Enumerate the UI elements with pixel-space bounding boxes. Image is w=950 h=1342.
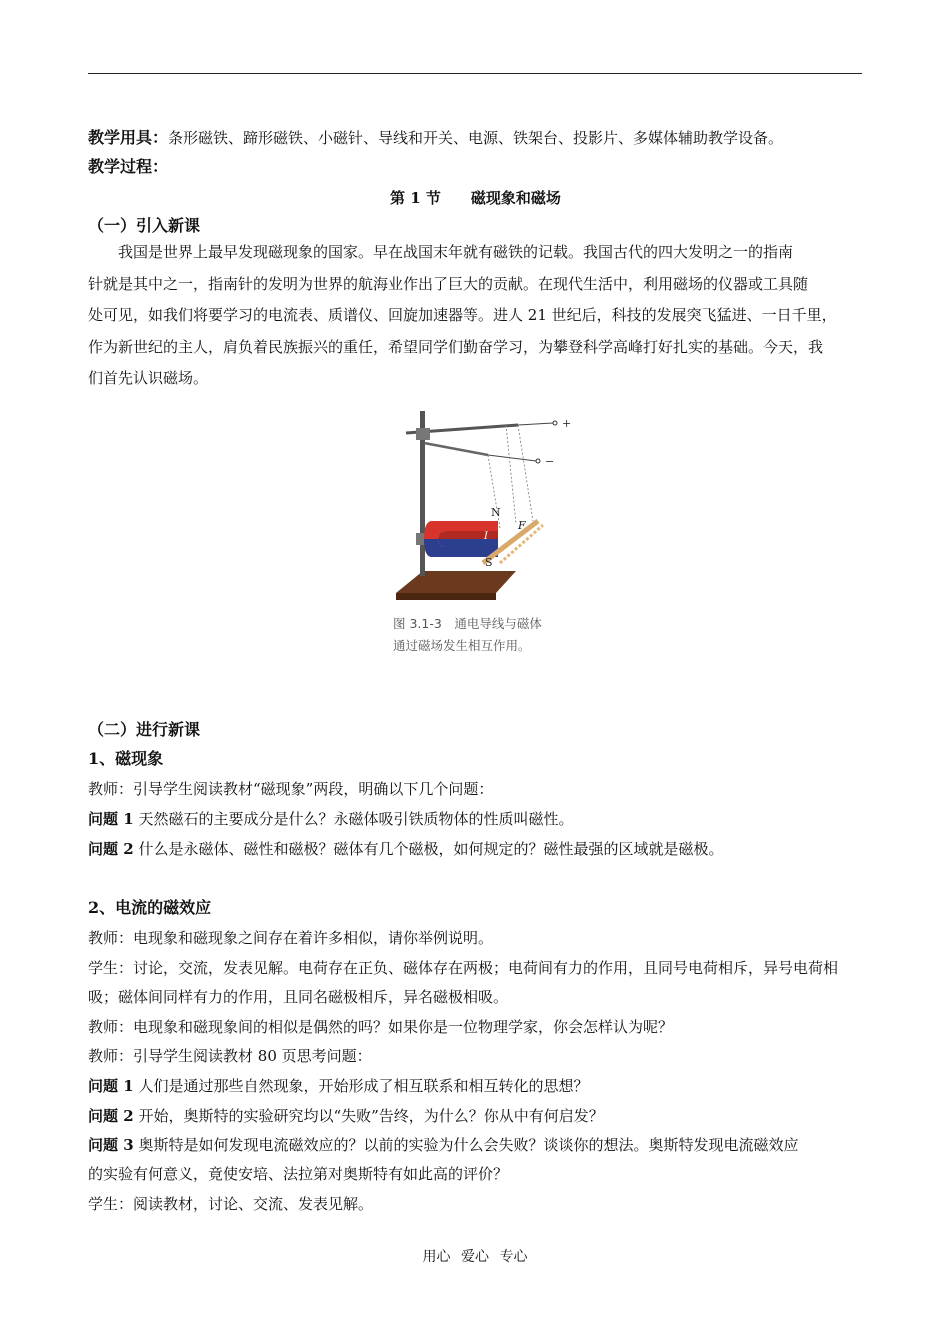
figure-caption-2: 通过磁场发生相互作用。 [393,638,531,653]
intro-line-4: 作为新世纪的主人，肩负着民族振兴的重任，希望同学们勤奋学习，为攀登科学高峰打好扎实的基础。今天，我 [88,337,824,356]
s2-teacher-3: 教师：引导学生阅读教材 80 页思考问题： [88,1047,372,1065]
sub-heading-2: 2、电流的磁效应 [88,898,212,917]
intro-line-2: 针就是其中之一，指南针的发明为世界的航海业作出了巨大的贡献。在现代生活中，利用磁场的仪器或工具随 [88,274,809,293]
s1-q2-label: 问题 2 [88,840,134,858]
figure-label-i: I [484,531,488,542]
s2-q3-text: 奥斯特是如何发现电流磁效应的？以前的实验为什么会失败？谈谈你的想法。奥斯特发现电流磁效应 [133,1136,799,1154]
figure-lead-minus [488,455,536,461]
figure-label-n: N [491,506,501,519]
s1-question-1 [88,809,863,829]
s2-question-1 [88,1076,863,1096]
figure-hang-wire-1 [518,425,533,521]
s2-q1-text: 人们是通过那些自然现象，开始形成了相互联系和相互转化的思想？ [133,1077,589,1095]
figure-terminal-plus [553,421,557,425]
tools-text: 条形磁铁、蹄形磁铁、小磁针、导线和开关、电源、铁架台、投影片、多媒体辅助教学设备。 [168,129,784,147]
figure-hang-wire-3 [506,425,516,523]
intro-line-3: 处可见，如我们将要学习的电流表、质谱仪、回旋加速器等。进人 21 世纪后，科技的发展突飞猛进、一日千里， [88,306,837,325]
figure-second-arm [424,443,488,455]
figure-label-f: F [518,519,526,532]
s2-q2-label: 问题 2 [88,1107,134,1125]
figure-plus-label: + [562,417,572,430]
figure-label-s: S [485,556,493,569]
s2-question-3-continued: 的实验有何意义，竟使安培、法拉第对奥斯特有如此高的评价？ [88,1165,509,1183]
figure-caption-1: 图 3.1-3 通电导线与磁体 [393,616,542,631]
s1-q1-text: 天然磁石的主要成分是什么？永磁体吸引铁质物体的性质叫磁性。 [133,810,574,828]
page-footer: 用心 爱心 专心 [422,1249,528,1265]
intro-heading: （一）引入新课 [88,216,201,235]
header-rule [88,73,862,74]
intro-line-5: 们首先认识磁场。 [88,369,209,388]
s1-q1-label: 问题 1 [88,810,134,828]
figure-lead-plus [518,423,553,425]
figure-minus-label: − [545,455,555,468]
s2-teacher-2: 教师：电现象和磁现象间的相似是偶然的吗？如果你是一位物理学家，你会怎样认为呢？ [88,1018,674,1036]
tools-label: 教学用具： [88,128,169,147]
s1-teacher: 教师：引导学生阅读教材“磁现象”两段，明确以下几个问题： [88,780,494,798]
s2-q3-label: 问题 3 [88,1136,134,1154]
figure-magnet-blue-inner [438,539,498,547]
figure-base-edge [396,593,496,600]
figure-apparatus [388,403,588,603]
tools-line [88,128,863,148]
s2-question-3 [88,1135,863,1155]
figure-magnet-inner [438,531,498,539]
s2-student-2: 学生：阅读教材，讨论、交流、发表见解。 [88,1195,374,1213]
intro-line-1: 我国是世界上最早发现磁现象的国家。早在战国末年就有磁铁的记载。我国古代的四大发明之一的指南 [118,243,794,261]
s2-teacher-1: 教师：电现象和磁现象之间存在着许多相似，请你举例说明。 [88,929,494,947]
new-lesson-heading: （二）进行新课 [88,720,201,739]
section-title: 第 1 节 磁现象和磁场 [390,189,561,207]
s1-question-2 [88,839,863,859]
s2-q1-label: 问题 1 [88,1077,134,1095]
s1-q2-text: 什么是永磁体、磁性和磁极？磁体有几个磁极，如何规定的？磁性最强的区域就是磁极。 [133,840,724,858]
s2-question-2 [88,1106,863,1126]
figure-terminal-minus [536,459,540,463]
process-line [88,157,863,177]
sub-heading-1: 1、磁现象 [88,749,164,768]
intro-paragraph [88,237,863,395]
process-label: 教学过程： [88,157,169,176]
s2-student-line-2: 吸；磁体间同样有力的作用，且同名磁极相斥，异名磁极相吸。 [88,988,509,1006]
s2-q2-text: 开始，奥斯特的实验研究均以“失败”告终，为什么？你从中有何启发？ [133,1107,604,1125]
figure-base [396,571,516,593]
s2-student-line-1: 学生：讨论，交流，发表见解。电荷存在正负、磁体存在两极；电荷间有力的作用，且同号电荷相斥，异号电荷相 [88,959,839,977]
figure-clamp-top [416,428,430,440]
